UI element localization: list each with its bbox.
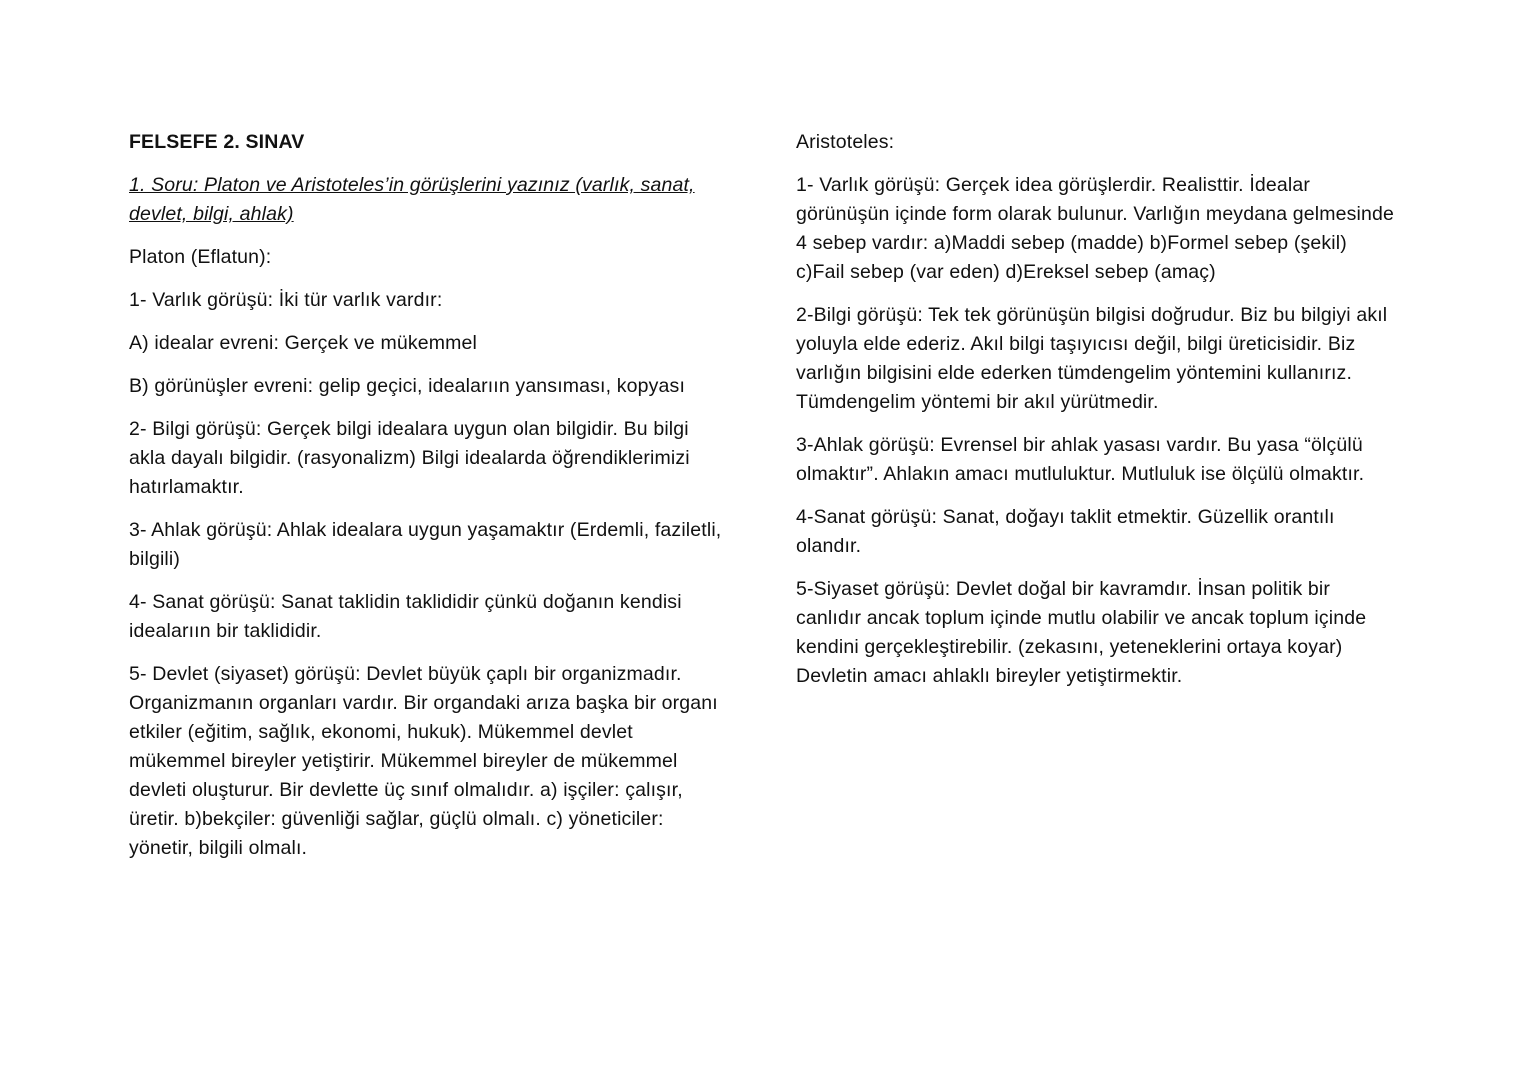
left-column	[129, 128, 729, 877]
platon-paragraph: 3- Ahlak görüşü: Ahlak idealara uygun yaşamaktır (Erdemli, faziletli, bilgili)	[129, 519, 722, 570]
aristoteles-paragraph: 1- Varlık görüşü: Gerçek idea görüşlerdir. Realisttir. İdealar görünüşün içinde form olarak bulunur. Varlığın meydana gelmesinde 4 sebep vardır: a)Maddi sebep (madde) b)Formel sebep (şekil) c)Fail sebep (var eden) d)Ereksel sebep (amaç)	[796, 174, 1394, 283]
aristoteles-heading: Aristoteles:	[796, 131, 895, 153]
platon-paragraph: 4- Sanat görüşü: Sanat taklidin taklididir çünkü doğanın kendisi idealarıın bir taklididir.	[129, 591, 682, 642]
document-title: FELSEFE 2. SINAV	[129, 131, 305, 153]
aristoteles-paragraph: 5-Siyaset görüşü: Devlet doğal bir kavramdır. İnsan politik bir canlıdır ancak toplum içinde mutlu olabilir ve ancak toplum içinde kendini gerçekleştirebilir. (zekasını, yeteneklerini ortaya koyar) Devletin amacı ahlaklı bireyler yetiştirmektir.	[796, 578, 1367, 687]
aristoteles-paragraph: 2-Bilgi görüşü: Tek tek görünüşün bilgisi doğrudur. Biz bu bilgiyi akıl yoluyla elde ederiz. Akıl bilgi taşıyıcısı değil, bilgi üreticisidir. Biz varlığın bilgisini elde ederken tümdengelim yöntemini kullanırız. Tümdengelim yöntemi bir akıl yürütmedir.	[796, 304, 1388, 413]
aristoteles-paragraph: 3-Ahlak görüşü: Evrensel bir ahlak yasası vardır. Bu yasa “ölçülü olmaktır”. Ahlakın amacı mutluluktur. Mutluluk ise ölçülü olmaktır.	[796, 434, 1365, 485]
aristoteles-paragraph: 4-Sanat görüşü: Sanat, doğayı taklit etmektir. Güzellik orantılı olandır.	[796, 506, 1335, 557]
platon-paragraph: B) görünüşler evreni: gelip geçici, idealarıın yansıması, kopyası	[129, 375, 686, 397]
platon-paragraph: 2- Bilgi görüşü: Gerçek bilgi idealara uygun olan bilgidir. Bu bilgi akla dayalı bilgidir. (rasyonalizm) Bilgi idealarda öğrendiklerimizi hatırlamaktır.	[129, 418, 690, 498]
right-column	[796, 128, 1396, 705]
platon-heading: Platon (Eflatun):	[129, 246, 272, 268]
platon-paragraph: 1- Varlık görüşü: İki tür varlık vardır:	[129, 289, 443, 311]
platon-paragraph: 5- Devlet (siyaset) görüşü: Devlet büyük çaplı bir organizmadır. Organizmanın organları vardır. Bir organdaki arıza başka bir organı etkiler (eğitim, sağlık, ekonomi, hukuk). Mükemmel devlet mükemmel bireyler yetiştirir. Mükemmel bireyler de mükemmel devleti oluşturur. Bir devlette üç sınıf olmalıdır. a) işçiler: çalışır, üretir. b)bekçiler: güvenliği sağlar, güçlü olmalı. c) yöneticiler: yönetir, bilgili olmalı.	[129, 663, 718, 859]
platon-paragraph: A) idealar evreni: Gerçek ve mükemmel	[129, 332, 477, 354]
exam-question: 1. Soru: Platon ve Aristoteles’in görüşlerini yazınız (varlık, sanat, devlet, bilgi, ahlak)	[129, 174, 695, 225]
